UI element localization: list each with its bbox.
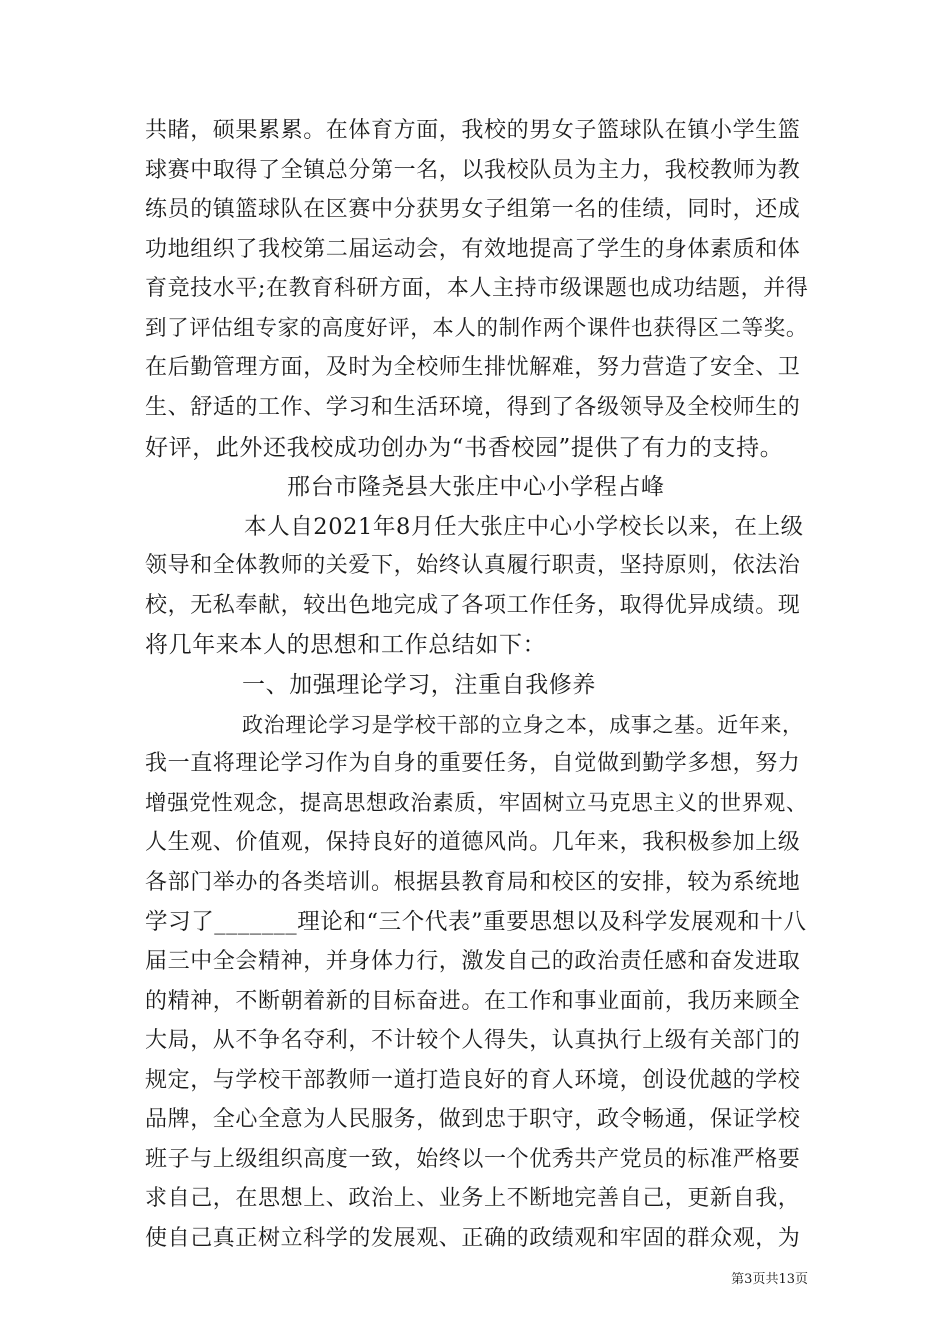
- body-text-line: 求自己，在思想上、政治上、业务上不断地完善自己，更新自我，: [145, 1186, 801, 1211]
- body-text-line: 共睹，硕果累累。在体育方面，我校的男女子篮球队在镇小学生篮: [145, 118, 801, 143]
- body-text-line: 生、舒适的工作、学习和生活环境，得到了各级领导及全校师生的: [145, 395, 801, 420]
- author-line: 邢台市隆尧县大张庄中心小学程占峰: [287, 474, 665, 500]
- body-text-line: 好评，此外还我校成功创办为“书香校园”提供了有力的支持。: [145, 435, 784, 461]
- body-text-line: 球赛中取得了全镇总分第一名，以我校队员为主力，我校教师为教: [145, 158, 801, 183]
- body-text-line: 功地组织了我校第二届运动会，有效地提高了学生的身体素质和体: [145, 237, 801, 262]
- body-text-line: 的精神，不断朝着新的目标奋进。在工作和事业面前，我历来顾全: [145, 989, 801, 1014]
- body-text-line: 领导和全体教师的关爱下，始终认真履行职责，坚持原则，依法治: [145, 553, 801, 578]
- body-text-line: 班子与上级组织高度一致，始终以一个优秀共产党员的标准严格要: [145, 1147, 801, 1172]
- body-text-line: 本人自2021年8月任大张庄中心小学校长以来，在上级: [244, 514, 804, 540]
- body-text-line: 在后勤管理方面，及时为全校师生排忧解难，努力营造了安全、卫: [145, 355, 801, 380]
- body-text-line: 规定，与学校干部教师一道打造良好的育人环境，创设优越的学校: [145, 1068, 801, 1093]
- body-text-line: 增强党性观念，提高思想政治素质，牢固树立马克思主义的世界观、: [145, 791, 809, 816]
- body-text-line: 学习了_______理论和“三个代表”重要思想以及科学发展观和十八: [145, 909, 807, 935]
- body-text-line: 届三中全会精神，并身体力行，激发自己的政治责任感和奋发进取: [145, 949, 801, 974]
- body-text-line: 人生观、价值观，保持良好的道德风尚。几年来，我积极参加上级: [145, 830, 801, 855]
- body-text-line: 品牌，全心全意为人民服务，做到忠于职守，政令畅通，保证学校: [145, 1107, 801, 1132]
- body-text-line: 校，无私奉献，较出色地完成了各项工作任务，取得优异成绩。现: [145, 593, 801, 618]
- body-text-line: 育竞技水平;在教育科研方面，本人主持市级课题也成功结题，并得: [145, 276, 809, 301]
- body-text-line: 政治理论学习是学校干部的立身之本，成事之基。近年来，: [242, 713, 804, 737]
- body-text-line: 各部门举办的各类培训。根据县教育局和校区的安排，较为系统地: [145, 870, 801, 895]
- body-text-line: 我一直将理论学习作为自身的重要任务，自觉做到勤学多想，努力: [145, 751, 801, 776]
- body-text-line: 使自己真正树立科学的发展观、正确的政绩观和牢固的群众观，为: [145, 1226, 801, 1251]
- body-text-line: 将几年来本人的思想和工作总结如下：: [145, 632, 547, 658]
- page-footer: 第3页共13页: [731, 1272, 808, 1287]
- body-text-line: 大局，从不争名夺利，不计较个人得失，认真执行上级有关部门的: [145, 1028, 801, 1053]
- body-text-line: 练员的镇篮球队在区赛中分获男女子组第一名的佳绩，同时，还成: [145, 197, 801, 222]
- section-heading: 一、加强理论学习，注重自我修养: [242, 672, 596, 698]
- body-text-line: 到了评估组专家的高度好评，本人的制作两个课件也获得区二等奖。: [145, 316, 809, 341]
